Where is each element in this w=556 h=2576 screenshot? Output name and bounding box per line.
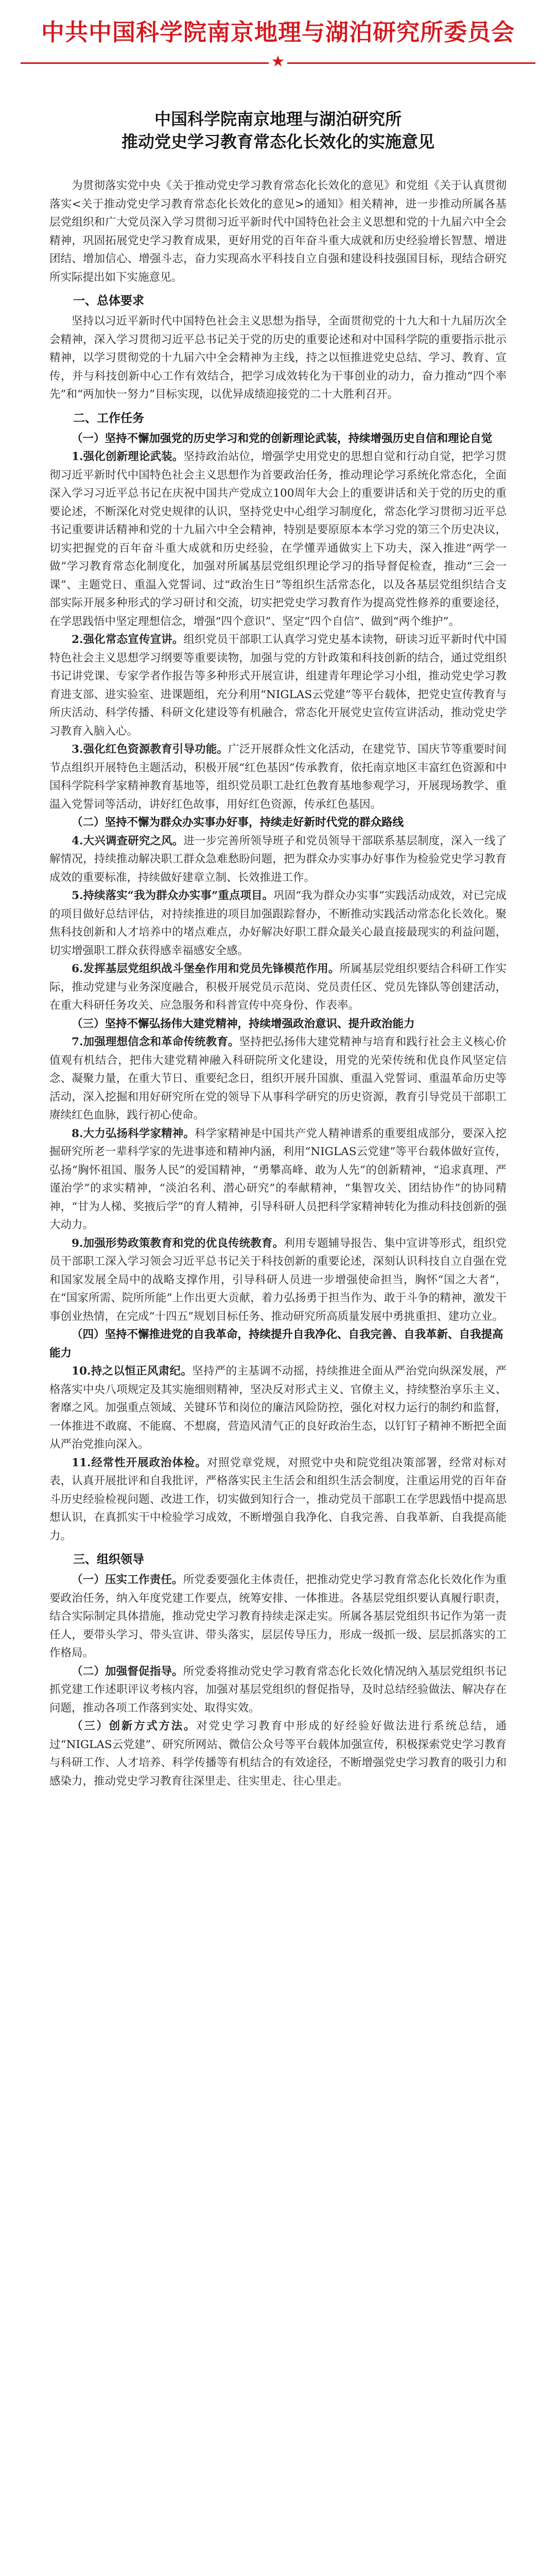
task-item-7-text: 坚持把弘扬伟大建党精神与培育和践行社会主义核心价值观有机结合，把伟大建党精神融入科研院所文化建设，用党的光荣传统和优良作风坚定信念、凝聚力量，在重大节日、重要纪念日，组织开展升国旗、重温入党誓词、重温革命历史等活动，深入挖掘和用好研究所在党的领导下从事科学研究的历史资源，教育引导党员干部职工赓续红色血脉，践行初心使命。 — [49, 1036, 507, 1122]
task-item-4-lead: 4.大兴调查研究之风。 — [72, 834, 184, 848]
leadership-item-1 — [49, 1571, 507, 1663]
task-item-10-lead: 10.持之以恒正风肃纪。 — [72, 1365, 193, 1378]
task-item-2-lead: 2.强化常态宣传宣讲。 — [72, 633, 184, 646]
leadership-item-1-lead: （一）压实工作责任。 — [72, 1573, 183, 1586]
task-item-2 — [49, 631, 507, 740]
task-item-2-text: 组织党员干部职工认真学习党史基本读物，研读习近平新时代中国特色社会主义思想学习纲要等重要读物，加强与党的方针政策和科技创新的结合，通过党组织书记讲党课、专家学者作报告等多种形式开展宣讲，组建青年理论学习小组，推动党史学习教育进支部、进实验室、进课题组，充分利用“NIGLAS云党建”等平台载体，把党史宣传教育与所庆活动、科学传播、科研文化建设等有机融合，常态化开展党史宣传宣讲活动，推动党史学习教育入脑入心。 — [49, 633, 507, 738]
task-item-5 — [49, 887, 507, 960]
task-item-9 — [49, 1234, 507, 1326]
red-rule-right — [287, 62, 535, 64]
task-item-5-text: 巩固“我为群众办实事”实践活动成效，对已完成的项目做好总结评估，对持续推进的项目加强跟踪督办，不断推动实践活动常态化长效化。聚焦科技创新和人才培养中的堵点难点，办好解决好职工群众最关心最直接最现实的利益问题，切实增强职工群众获得感幸福感安全感。 — [49, 889, 507, 957]
task-item-6-text: 所属基层党组织要结合科研工作实际，推动党建与业务深度融合，积极开展党员示范岗、党员责任区、党员先锋队等创建活动，在重大科研任务攻关、应急服务和科普宣传中亮身份、作表率。 — [49, 962, 507, 1012]
leadership-item-2 — [49, 1663, 507, 1718]
document-title — [49, 108, 507, 153]
red-rule-left — [21, 62, 269, 64]
subsection-heading-2: （二）坚持不懈为群众办实事办好事，持续走好新时代党的群众路线 — [72, 816, 404, 829]
subsection-heading-1: （一）坚持不懈加强党的历史学习和党的创新理论武装，持续增强历史自信和理论自觉 — [72, 432, 493, 445]
masthead — [0, 0, 556, 71]
leadership-item-3-text: 对党史学习教育中形成的好经验好做法进行系统总结，通过“NIGLAS云党建”、研究所网站、微信公众号等平台载体加强宣传，积极探索党史学习教育与科研工作、人才培养、科学传播等有机结合的有效途径，不断增强党史学习教育的吸引力和感染力，推动党史学习教育往深里走、往实里走、往心里走。 — [49, 1720, 507, 1788]
task-item-6-lead: 6.发挥基层党组织战斗堡垒作用和党员先锋模范作用。 — [72, 962, 340, 975]
task-item-3 — [49, 740, 507, 814]
leadership-item-2-text: 所党委将推动党史学习教育常态化长效化情况纳入基层党组织书记抓党建工作述职评议考核内容，加强对基层党组织的督促指导，及时总结经验做法、解决存在问题，推动各项工作落到实处、取得实效。 — [49, 1665, 507, 1715]
task-item-11 — [49, 1454, 507, 1546]
task-item-9-text: 利用专题辅导报告、集中宣讲等形式，组织党员干部职工深入学习领会习近平总书记关于科技创新的重要论述，深刻认识科技自立自强在党和国家发展全局中的战略支撑作用，引导科研人员进一步增强使命担当，胸怀“国之大者”，在“国家所需、院所所能”上作出更大贡献，着力弘扬勇于担当作为、敢于斗争的精神，激发干事创业热情，在完成“十四五”规划目标任务、推动研究所高质量发展中勇挑重担、建功立业。 — [49, 1236, 507, 1323]
intro-paragraph: 为贯彻落实党中央《关于推动党史学习教育常态化长效化的意见》和党组《关于认真贯彻落实<关于推动党史学习教育常态化长效化的意见>的通知》相关精神，进一步推动所属各基层党组织和广大党员深入学习贯彻习近平新时代中国特色社会主义思想和党的十九届六中全会精神，巩固拓展党史学习教育成果，更好用党的百年奋斗重大成就和历史经验增长智慧、增进团结、增加信心、增强斗志，奋力实现高水平科技自立自强和建设科技强国目标，现结合研究所实际提出如下实施意见。 — [49, 179, 507, 284]
task-item-7 — [49, 1033, 507, 1125]
general-requirements-paragraph: 坚持以习近平新时代中国特色社会主义思想为指导，全面贯彻党的十九大和十九届历次全会精神，深入学习贯彻习近平总书记关于党的历史的重要论述和对中国科学院的重要指示批示精神，以学习贯彻党的十九届六中全会精神为主线，持之以恒推进党史总结、学习、教育、宣传，并与科技创新中心工作有效结合，把学习成效转化为干事创业的动力，奋力推动“四个率先”和“两加快一努力”目标实现，以优异成绩迎接党的二十大胜利召开。 — [49, 315, 507, 401]
task-item-10-text: 坚持严的主基调不动摇，持续推进全面从严治党向纵深发展，严格落实中央八项规定及其实施细则精神，坚决反对形式主义、官僚主义，持续整治享乐主义、奢靡之风。加强重点领域、关键环节和岗位的廉洁风险防控，强化对权力运行的制约和监督，一体推进不敢腐、不能腐、不想腐，营造风清气正的良好政治生态，以钉钉子精神不断把全面从严治党推向深入。 — [49, 1365, 507, 1451]
subsection-heading-3: （三）坚持不懈弘扬伟大建党精神，持续增强政治意识、提升政治能力 — [72, 1017, 415, 1030]
task-item-3-text: 广泛开展群众性文化活动，在建党节、国庆节等重要时间节点组织开展特色主题活动，积极开展“红色基因”传承教育，依托南京地区丰富红色资源和中国科学院科学家精神教育基地等，组织党员职工赴红色教育基地参观学习，开展现场教学、重温入党誓词等活动，讲好红色故事，用好红色资源，传承红色基因。 — [49, 743, 507, 811]
task-item-4-text: 进一步完善所领导班子和党员领导干部联系基层制度，深入一线了解情况，持续推动解决职工群众急难愁盼问题，把为群众办实事办好事作为检验党史学习教育成效的重要标准，持续做好建章立制、长效推进工作。 — [49, 834, 507, 884]
section-heading-general: 一、总体要求 — [73, 294, 144, 308]
title-line-2: 推动党史学习教育常态化长效化的实施意见 — [121, 132, 435, 151]
task-item-1-lead: 1.强化创新理论武装。 — [72, 450, 184, 463]
task-item-8-text: 科学家精神是中国共产党人精神谱系的重要组成部分，要深入挖掘研究所老一辈科学家的先进事迹和精神内涵，利用“NIGLAS云党建”等平台载体做好宣传，弘扬“胸怀祖国、服务人民”的爱国精神，“勇攀高峰、敢为人先”的创新精神，“追求真理、严谨治学”的求实精神，“淡泊名利、潜心研究”的奉献精神，“集智攻关、团结协作”的协同精神，“甘为人梯、奖掖后学”的育人精神，引导科研人员把科学家精神转化为推动科技创新的强大动力。 — [49, 1127, 507, 1231]
section-heading-tasks: 二、工作任务 — [73, 411, 144, 425]
task-item-8-lead: 8.大力弘扬科学家精神。 — [72, 1127, 195, 1140]
task-item-6 — [49, 960, 507, 1015]
leadership-item-3 — [49, 1717, 507, 1790]
task-item-7-lead: 7.加强理想信念和革命传统教育。 — [72, 1036, 239, 1048]
task-item-9-lead: 9.加强形势政策教育和党的优良传统教育。 — [72, 1236, 284, 1250]
star-icon: ★ — [271, 53, 285, 71]
title-line-1: 中国科学院南京地理与湖泊研究所 — [154, 109, 402, 129]
task-item-11-lead: 11.经常性开展政治体检。 — [72, 1456, 207, 1469]
subsection-heading-4: （四）坚持不懈推进党的自我革命，持续提升自我净化、自我完善、自我革新、自我提高能力 — [49, 1328, 503, 1360]
task-item-11-text: 对照党章党规，对照党中央和院党组决策部署，经常对标对表，认真开展批评和自我批评，严格落实民主生活会和组织生活会制度，注重运用党的百年奋斗历史经验检视问题、改进工作，切实做到知行合一，推动党员干部职工在学思践悟中提高思想认识，在真抓实干中检验学习成效，不断增强自我净化、自我完善、自我革新、自我提高能力。 — [49, 1456, 507, 1543]
leadership-item-1-text: 所党委要强化主体责任，把推动党史学习教育常态化长效化作为重要政治任务，纳入年度党建工作要点，统筹安排、一体推进。各基层党组织要认真履行职责，结合实际制定具体措施，推动党史学习教育持续走深走实。所属各基层党组织书记作为第一责任人，要带头学习、带头宣讲、带头落实，层层传导压力，形成一级抓一级、层层抓落实的工作格局。 — [49, 1573, 507, 1659]
leadership-item-2-lead: （二）加强督促指导。 — [72, 1665, 183, 1678]
task-item-1-text: 坚持政治站位，增强学史用党史的思想自觉和行动自觉，把学习贯彻习近平新时代中国特色社会主义思想作为首要政治任务，推动理论学习系统化常态化，全面深入学习习近平总书记在庆祝中国共产党成立100周年大会上的重要讲话和关于党的历史的重要论述，不断深化对党史规律的认识，坚持党史中心组学习制度化，常态化学习贯彻习近平总书记重要讲话精神和党的十九届六中全会精神，特别是要原原本本学习党的第三个历史决议，切实把握党的百年奋斗重大成就和历史经验，在学懂弄通做实上下功夫，深入推进“两学一做”学习教育常态化制度化，加强对所属基层党组织理论学习的指导督促检查，推动“三会一课”、主题党日、重温入党誓词、过“政治生日”等组织生活常态化，以及各基层党组织结合支部实际开展多种形式的学习研讨和交流，切实把党史学习教育作为提高党性修养的重要途径，在学思践悟中坚定理想信念，增强“四个意识”、坚定“四个自信”、做到“两个维护”。 — [49, 450, 507, 628]
task-item-3-lead: 3.强化红色资源教育引导功能。 — [72, 743, 228, 756]
task-item-8 — [49, 1125, 507, 1234]
task-item-10 — [49, 1362, 507, 1454]
document-body — [0, 108, 556, 1790]
task-item-1 — [49, 448, 507, 631]
task-item-4 — [49, 832, 507, 887]
masthead-title: 中共中国科学院南京地理与湖泊研究所委员会 — [41, 19, 515, 46]
task-item-5-lead: 5.持续落实“我为群众办实事”重点项目。 — [72, 889, 274, 902]
section-heading-leadership: 三、组织领导 — [73, 1553, 144, 1566]
masthead-rule — [21, 53, 535, 71]
leadership-item-3-lead: （三）创新方式方法。 — [72, 1720, 197, 1733]
